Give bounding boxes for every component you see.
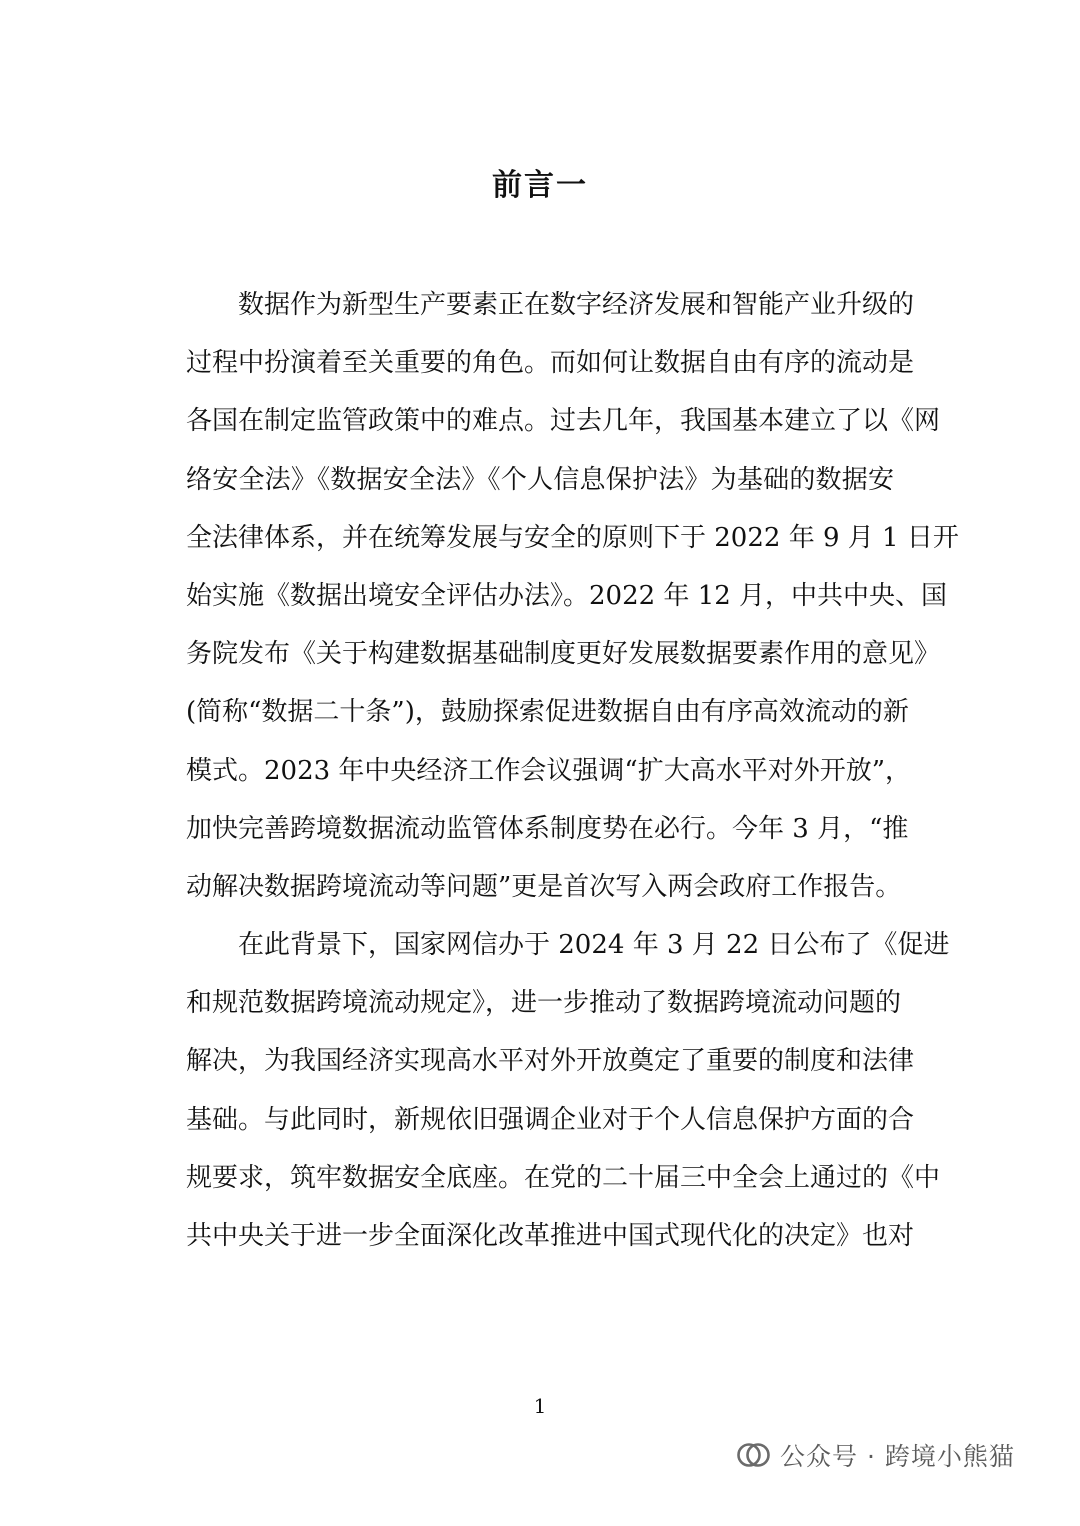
text-line: 解决，为我国经济实现高水平对外开放奠定了重要的制度和法律 — [186, 1046, 915, 1077]
text-line: 始实施《数据出境安全评估办法》。2022 年 12 月，中共中央、国 — [186, 580, 948, 611]
text-line: 和规范数据跨境流动规定》，进一步推动了数据跨境流动问题的 — [186, 988, 902, 1019]
paragraph — [186, 276, 959, 916]
document-body — [186, 276, 959, 1265]
text-line: 加快完善跨境数据流动监管体系制度势在必行。今年 3 月，“推 — [186, 813, 909, 844]
paragraph — [186, 916, 950, 1265]
text-line: 共中央关于进一步全面深化改革推进中国式现代化的决定》也对 — [186, 1221, 915, 1251]
text-line: 务院发布《关于构建数据基础制度更好发展数据要素作用的意见》 — [186, 639, 941, 670]
text-line: 模式。2023 年中央经济工作会议强调“扩大高水平对外开放”， — [186, 755, 912, 786]
text-line: 动解决数据跨境流动等问题”更是首次写入两会政府工作报告。 — [186, 871, 902, 902]
text-line: 络安全法》《数据安全法》《个人信息保护法》为基础的数据安 — [186, 464, 894, 495]
text-line: (简称“数据二十条”)，鼓励探索促进数据自由有序高效流动的新 — [186, 697, 909, 728]
page-title: 前言一 — [492, 168, 588, 203]
text-line: 数据作为新型生产要素正在数字经济发展和智能产业升级的 — [238, 290, 915, 320]
watermark — [736, 1432, 1015, 1478]
text-line: 规要求，筑牢数据安全底座。在党的二十届三中全会上通过的《中 — [186, 1162, 941, 1193]
wechat-official-account-icon — [736, 1440, 770, 1470]
text-line: 基础。与此同时，新规依旧强调企业对于个人信息保护方面的合 — [186, 1104, 915, 1135]
text-line: 在此背景下，国家网信办于 2024 年 3 月 22 日公布了《促进 — [238, 930, 950, 961]
text-line: 各国在制定监管政策中的难点。过去几年，我国基本建立了以《网 — [186, 406, 941, 437]
text-line: 过程中扮演着至关重要的角色。而如何让数据自由有序的流动是 — [186, 348, 915, 379]
text-line: 全法律体系，并在统筹发展与安全的原则下于 2022 年 9 月 1 日开 — [186, 522, 959, 553]
page-number: 1 — [533, 1394, 547, 1418]
watermark-text: 公众号 · 跨境小熊猫 — [780, 1442, 1015, 1471]
